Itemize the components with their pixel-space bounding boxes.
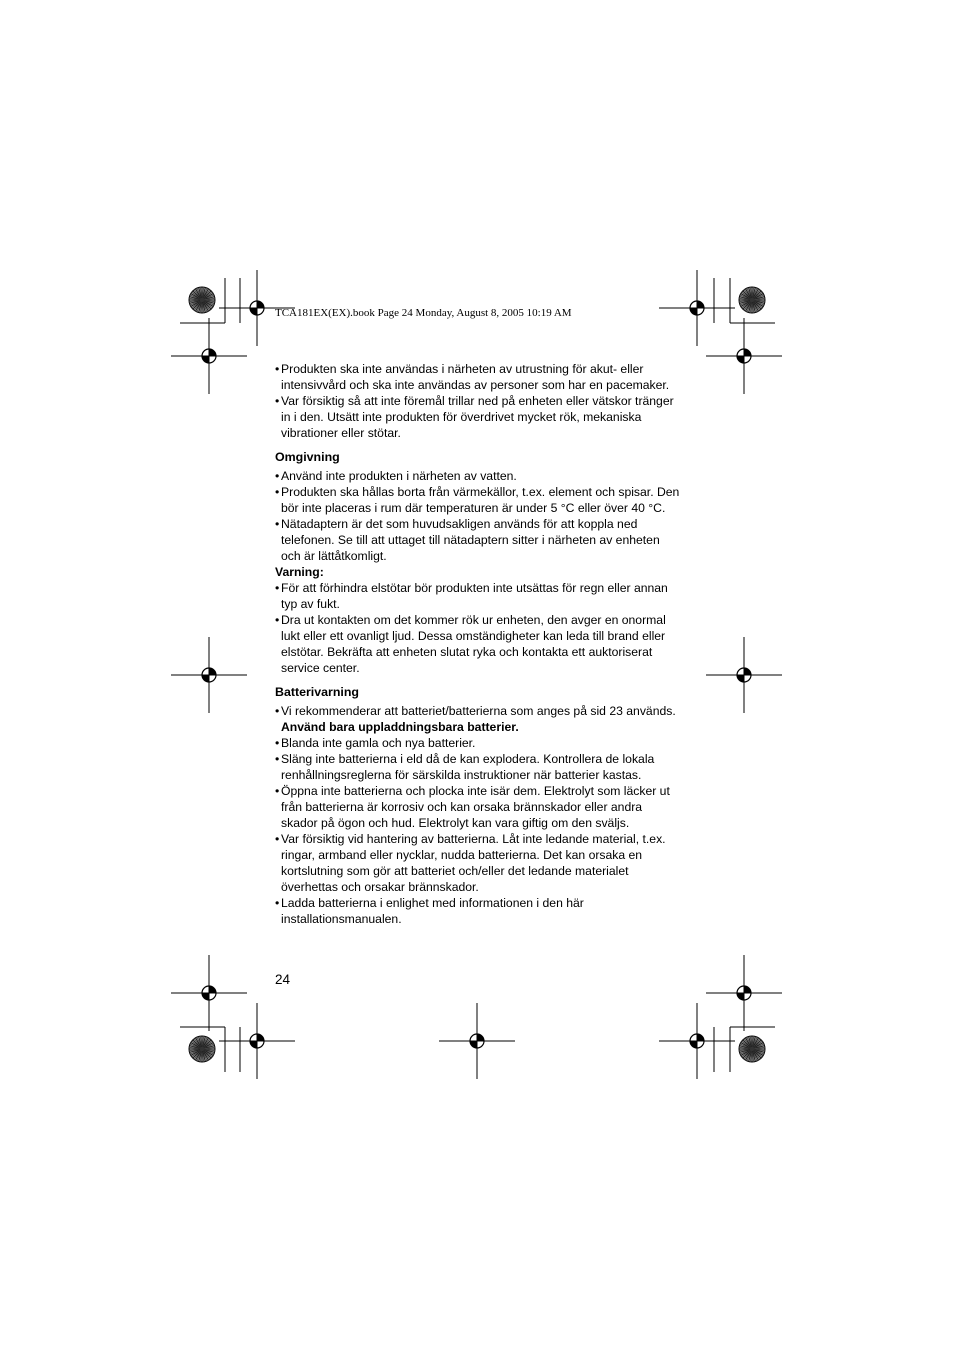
color-target-center: [200, 1047, 204, 1051]
list-item-bold-note: Använd bara uppladdningsbara batterier.: [281, 720, 519, 734]
list-item: • Nätadaptern är det som huvudsakligen används för att koppla ned telefonen. Se till att uttaget till nätadaptern sitter i närheten av enheten och är lättåtkomligt.: [275, 516, 680, 564]
list-item: • Produkten ska inte användas i närheten av utrustning för akut- eller intensivvård och ska inte användas av personer som har en pacemaker.: [275, 361, 680, 393]
page-content: [275, 361, 680, 927]
list-item: • Var försiktig så att inte föremål trillar ned på enheten eller vätskor tränger in i den. Utsätt inte produkten för överdrivet mycket rök, mekaniska vibrationer eller stötar.: [275, 393, 680, 441]
list-item: [275, 703, 680, 735]
list-item-text: Vi rekommenderar att batteriet/batterierna som anges på sid 23 används.: [281, 704, 676, 718]
list-item: • För att förhindra elstötar bör produkten inte utsättas för regn eller annan typ av fukt.: [275, 580, 680, 612]
list-item: • Produkten ska hållas borta från värmekällor, t.ex. element och spisar. Den bör inte placeras i rum där temperaturen är under 5 °C eller över 40 °C.: [275, 484, 680, 516]
battery-list: [275, 703, 680, 927]
book-header: TCA181EX(EX).book Page 24 Monday, August 8, 2005 10:19 AM: [275, 307, 572, 319]
list-item: • Öppna inte batterierna och plocka inte isär dem. Elektrolyt som läcker ut från batterierna är korrosiv och kan orsaka brännskador eller andra skador på ögon och hud. Elektrolyt kan vara giftig om den sväljs.: [275, 783, 680, 831]
list-item: • Ladda batterierna i enlighet med informationen i den här installationsmanualen.: [275, 895, 680, 927]
color-target-center: [750, 298, 754, 302]
omgivning-list: [275, 468, 680, 564]
list-item: • Blanda inte gamla och nya batterier.: [275, 735, 680, 751]
list-item: • Använd inte produkten i närheten av vatten.: [275, 468, 680, 484]
color-target-center: [200, 298, 204, 302]
section-heading-batterivarning: Batterivarning: [275, 685, 359, 699]
section-heading-omgivning: Omgivning: [275, 450, 340, 464]
warning-label: Varning:: [275, 565, 324, 579]
list-item: • Släng inte batterierna i eld då de kan explodera. Kontrollera de lokala renhållningsreglerna för särskilda instruktioner när batterier kastas.: [275, 751, 680, 783]
list-item: • Dra ut kontakten om det kommer rök ur enheten, den avger en onormal lukt eller ett ovanligt ljud. Dessa omständigheter kan leda till brand eller elstötar. Bekräfta att enheten slutat ryka och kontakta ett auktoriserat service center.: [275, 612, 680, 676]
warning-list: [275, 580, 680, 676]
color-target-center: [750, 1047, 754, 1051]
intro-list: [275, 361, 680, 441]
page-number: 24: [275, 972, 291, 987]
list-item: • Var försiktig vid hantering av batterierna. Låt inte ledande material, t.ex. ringar, armband eller nycklar, nudda batterierna. Det kan orsaka en kortslutning som gör att batteriet och/eller det ledande materialet överhettas och orsakar brännskador.: [275, 831, 680, 895]
